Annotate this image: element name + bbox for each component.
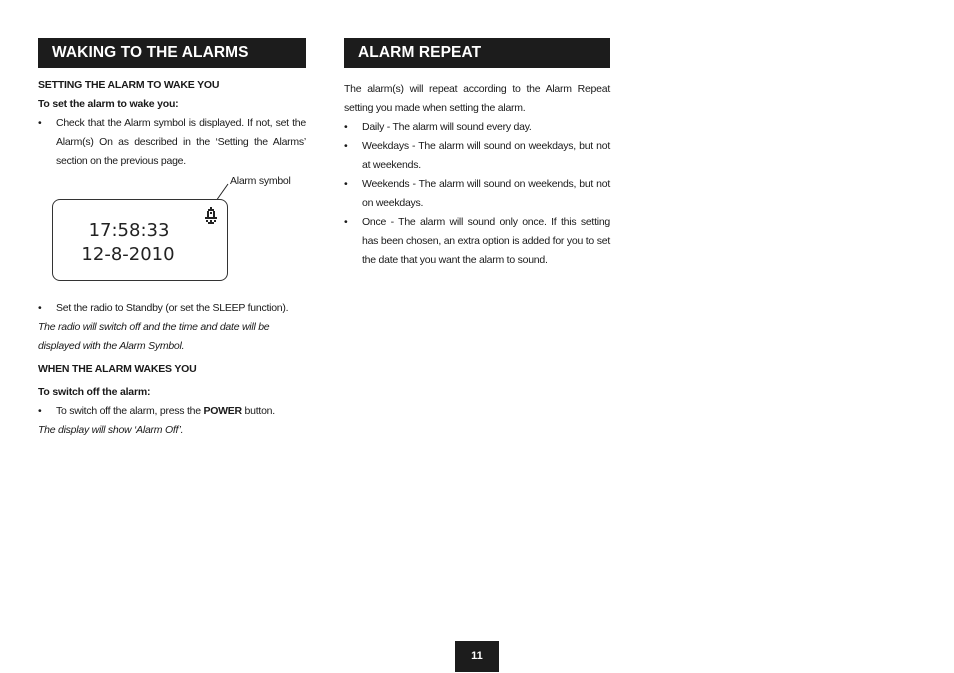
bullet-list-standby xyxy=(38,299,306,318)
bullet-dot: • xyxy=(38,302,42,314)
list-item xyxy=(344,213,610,270)
callout-label: Alarm symbol xyxy=(230,175,291,187)
bullet-dot: • xyxy=(38,405,42,417)
setting-alarm-heading: SETTING THE ALARM TO WAKE YOU xyxy=(38,79,220,91)
switch-off-subheading: To switch off the alarm: xyxy=(38,386,151,398)
repeat-option-weekdays: Weekdays - The alarm will sound on weekdays, but not at weekends. xyxy=(362,140,610,171)
standby-note: The radio will switch off and the time and date will be displayed with the Alarm Symbol. xyxy=(38,321,270,352)
lcd-display xyxy=(52,199,228,281)
set-alarm-subheading: To set the alarm to wake you: xyxy=(38,98,179,110)
left-column xyxy=(38,38,306,440)
page-number: 11 xyxy=(455,641,499,672)
bullet-list-switch-off xyxy=(38,402,306,421)
list-item xyxy=(344,175,610,213)
bullet-text-pre: To switch off the alarm, press the xyxy=(56,405,204,417)
bullet-dot: • xyxy=(344,121,348,133)
bullet-text: Set the radio to Standby (or set the SLEEP function). xyxy=(56,302,289,314)
bullet-text-post: button. xyxy=(241,405,275,417)
lcd-time: 17:58:33 xyxy=(88,220,170,241)
list-item xyxy=(38,114,306,171)
power-button-label: POWER xyxy=(203,405,242,417)
list-item xyxy=(344,118,610,137)
repeat-intro: The alarm(s) will repeat according to the Alarm Repeat setting you made when setting the alarm. xyxy=(344,83,610,114)
section-header-repeat: ALARM REPEAT xyxy=(344,38,610,68)
lcd-date: 12-8-2010 xyxy=(81,244,175,265)
bullet-dot: • xyxy=(344,140,348,152)
list-item xyxy=(344,137,610,175)
repeat-option-daily: Daily - The alarm will sound every day. xyxy=(362,121,532,133)
alarm-wakes-heading: WHEN THE ALARM WAKES YOU xyxy=(38,363,197,375)
bullet-dot: • xyxy=(344,178,348,190)
lcd-diagram xyxy=(38,173,306,299)
section-header-waking: WAKING TO THE ALARMS xyxy=(38,38,306,68)
bullet-dot: • xyxy=(38,117,42,129)
repeat-option-weekends: Weekends - The alarm will sound on weekends, but not on weekdays. xyxy=(362,178,610,209)
list-item xyxy=(38,299,306,318)
repeat-options-list xyxy=(344,118,610,270)
display-note: The display will show ‘Alarm Off’. xyxy=(38,424,184,436)
repeat-option-once: Once - The alarm will sound only once. If this setting has been chosen, an extra option is added for you to set the date that you want the alarm to sound. xyxy=(362,216,610,266)
bullet-dot: • xyxy=(344,216,348,228)
bullet-text: Check that the Alarm symbol is displayed. If not, set the Alarm(s) On as described in the ‘Setting the Alarms’ section on the previous page. xyxy=(56,117,306,167)
list-item xyxy=(38,402,306,421)
bullet-list-check xyxy=(38,114,306,171)
right-column xyxy=(344,38,610,270)
